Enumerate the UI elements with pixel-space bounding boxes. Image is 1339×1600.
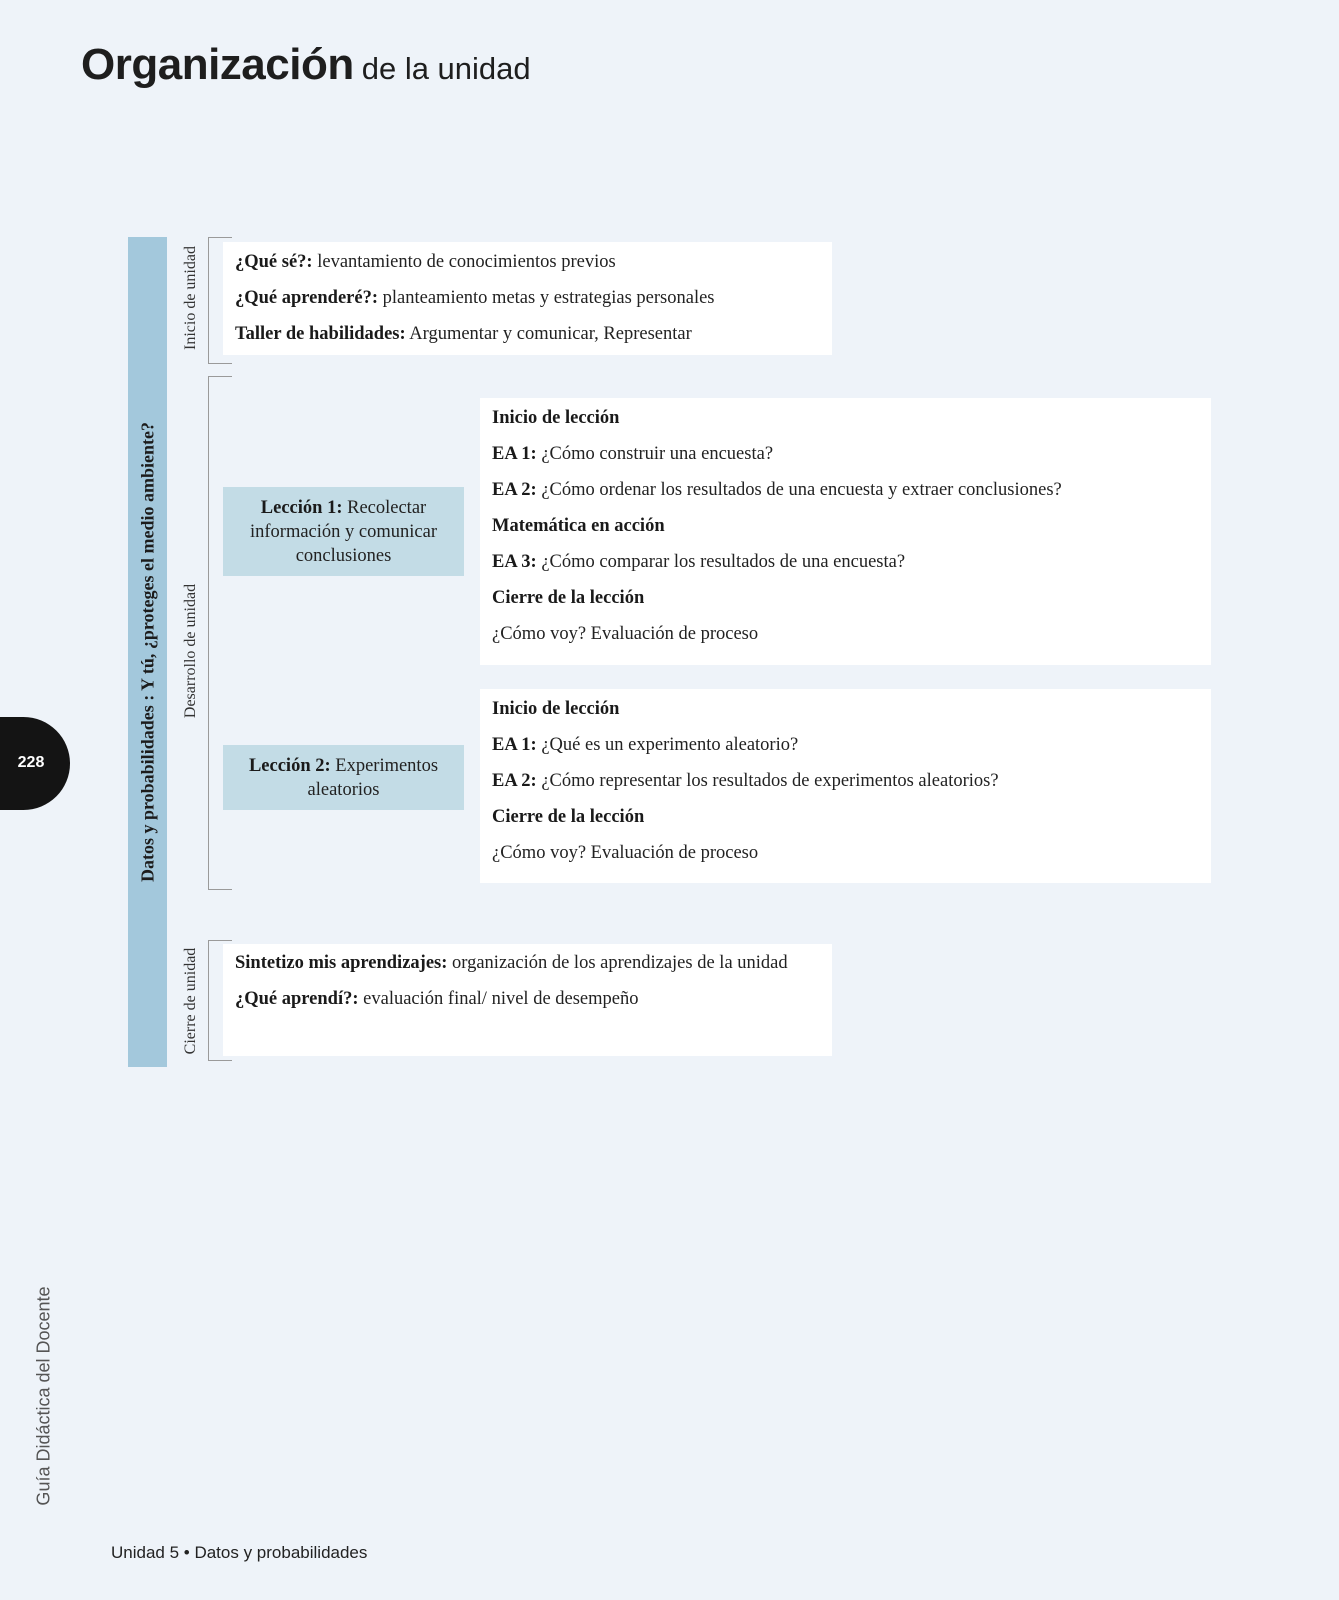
list-item: EA 1: ¿Cómo construir una encuesta?: [492, 444, 774, 464]
page-title-rest: de la unidad: [361, 51, 531, 86]
side-guide-text: Guía Didáctica del Docente: [33, 1286, 54, 1506]
list-item: Taller de habilidades: Argumentar y comunicar, Representar: [235, 324, 692, 344]
list-item: EA 2: ¿Cómo representar los resultados de experimentos aleatorios?: [492, 771, 999, 791]
page-title-bold: Organización: [81, 40, 354, 89]
list-item: Sintetizo mis aprendizajes: organización de los aprendizajes de la unidad: [235, 953, 788, 973]
page-title: [81, 40, 531, 90]
lesson-1-contents: [480, 398, 1211, 665]
section-label-inicio: Inicio de unidad: [182, 246, 199, 350]
section-label-cierre: Cierre de unidad: [182, 947, 199, 1055]
list-item: ¿Qué aprenderé?: planteamiento metas y estrategias personales: [235, 288, 715, 308]
lesson-2-contents: [480, 689, 1211, 883]
list-item: Cierre de la lección: [492, 588, 645, 608]
list-item: Cierre de la lección: [492, 807, 645, 827]
list-item: ¿Qué aprendí?: evaluación final/ nivel de desempeño: [235, 989, 639, 1009]
footer-text: Unidad 5 • Datos y probabilidades: [111, 1543, 368, 1562]
lesson-2-box: Lección 2: Experimentos aleatorios: [223, 745, 464, 810]
list-item: Matemática en acción: [492, 516, 665, 536]
list-item: EA 2: ¿Cómo ordenar los resultados de una encuesta y extraer conclusiones?: [492, 480, 1062, 500]
list-item: EA 1: ¿Qué es un experimento aleatorio?: [492, 735, 799, 755]
cierre-box: [223, 944, 832, 1056]
page-number-tab: [0, 717, 70, 810]
list-item: EA 3: ¿Cómo comparar los resultados de una encuesta?: [492, 552, 906, 572]
section-label-desarrollo: Desarrollo de unidad: [182, 583, 199, 719]
inicio-box: [223, 242, 832, 355]
list-item: Inicio de lección: [492, 408, 620, 428]
unit-label: Datos y probabilidades : Y tú, ¿proteges el medio ambiente?: [137, 421, 158, 883]
list-item: ¿Qué sé?: levantamiento de conocimientos previos: [235, 252, 616, 272]
bracket-desarrollo: [208, 376, 232, 890]
lesson-1-box: Lección 1: Recolectar información y comunicar conclusiones: [223, 487, 464, 576]
page-number: 228: [17, 754, 45, 771]
list-item: ¿Cómo voy? Evaluación de proceso: [492, 624, 759, 644]
list-item: Inicio de lección: [492, 699, 620, 719]
list-item: ¿Cómo voy? Evaluación de proceso: [492, 843, 759, 863]
